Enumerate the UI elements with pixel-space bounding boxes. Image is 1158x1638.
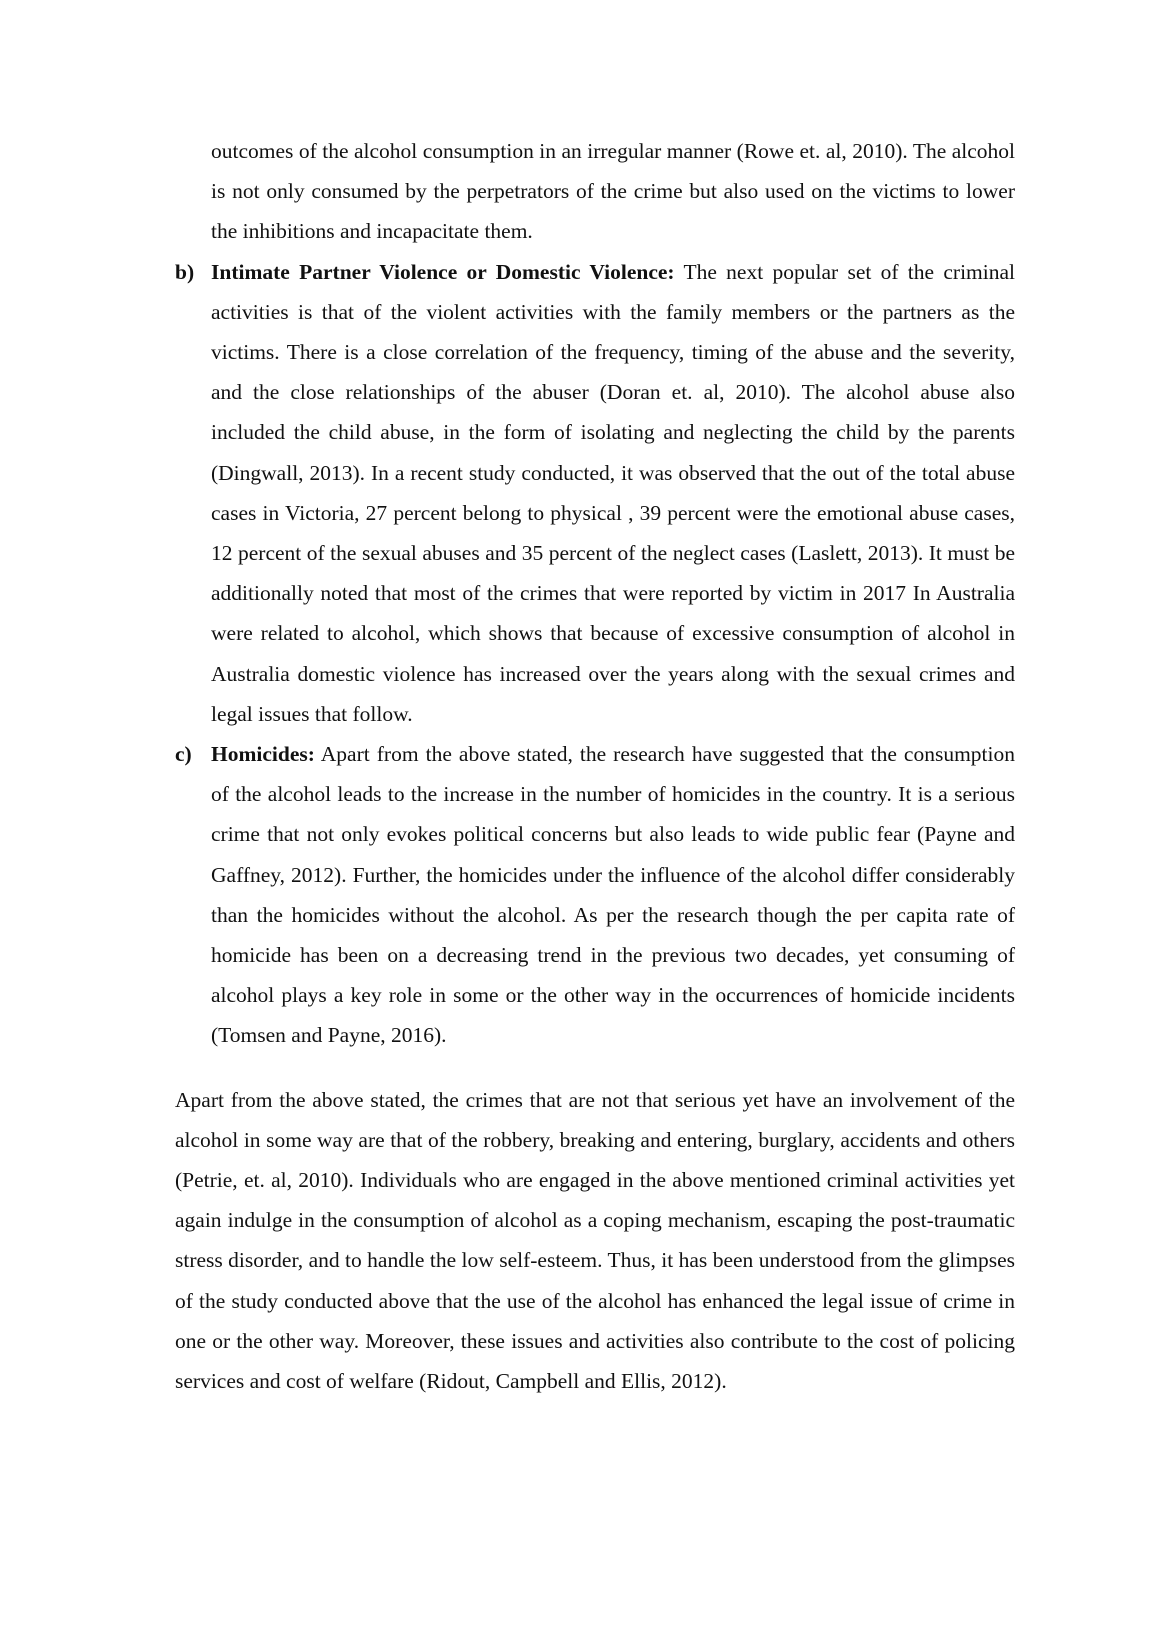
item-text: The next popular set of the criminal activities is that of the violent activities with the family members or the partners as the victims. There is a close correlation of the frequency, timing of the abuse and the severity, and the close relationships of the abuser (Doran et. al, 2010). The alcohol abuse also included the child abuse, in the form of isolating and neglecting the child by the parents (Dingwall, 2013). In a recent study conducted, it was observed that the out of the total abuse cases in Victoria, 27 percent belong to physical , 39 percent were the emotional abuse cases, 12 percent of the sexual abuses and 35 percent of the neglect cases (Laslett, 2013). It must be additionally noted that most of the crimes that were reported by victim in 2017 In Australia were related to alcohol, which shows that because of excessive consumption of alcohol in Australia domestic violence has increased over the years along with the sexual crimes and legal issues that follow. xyxy=(211,259,1016,726)
list-marker: c) xyxy=(175,742,192,767)
list-item-b xyxy=(175,252,1015,734)
document-body xyxy=(175,131,1015,1401)
continuation-paragraph: outcomes of the alcohol consumption in an irregular manner (Rowe et. al, 2010). The alcohol is not only consumed by the perpetrators of the crime but also used on the victims to lower the inhibitions and incapacitate them. xyxy=(211,139,1015,244)
item-heading: Homicides: xyxy=(211,742,315,767)
list-marker: b) xyxy=(175,259,195,284)
closing-paragraph: Apart from the above stated, the crimes that are not that serious yet have an involvement of the alcohol in some way are that of the robbery, breaking and entering, burglary, accidents and others (Petrie, et. al, 2010). Individuals who are engaged in the above mentioned criminal activities yet again indulge in the consumption of alcohol as a coping mechanism, escaping the post-traumatic stress disorder, and to handle the low self-esteem. Thus, it has been understood from the glimpses of the study conducted above that the use of the alcohol has enhanced the legal issue of crime in one or the other way. Moreover, these issues and activities also contribute to the cost of policing services and cost of welfare (Ridout, Campbell and Ellis, 2012). xyxy=(175,1087,1015,1394)
item-heading: Intimate Partner Violence or Domestic Violence: xyxy=(211,259,675,284)
item-text: Apart from the above stated, the research have suggested that the consumption of the alcohol leads to the increase in the number of homicides in the country. It is a serious crime that not only evokes political concerns but also leads to wide public fear (Payne and Gaffney, 2012). Further, the homicides under the influence of the alcohol differ considerably than the homicides without the alcohol. As per the research though the per capita rate of homicide has been on a decreasing trend in the previous two decades, yet consuming of alcohol plays a key role in some or the other way in the occurrences of homicide incidents (Tomsen and Payne, 2016). xyxy=(211,742,1015,1048)
list-item-c xyxy=(175,734,1015,1056)
